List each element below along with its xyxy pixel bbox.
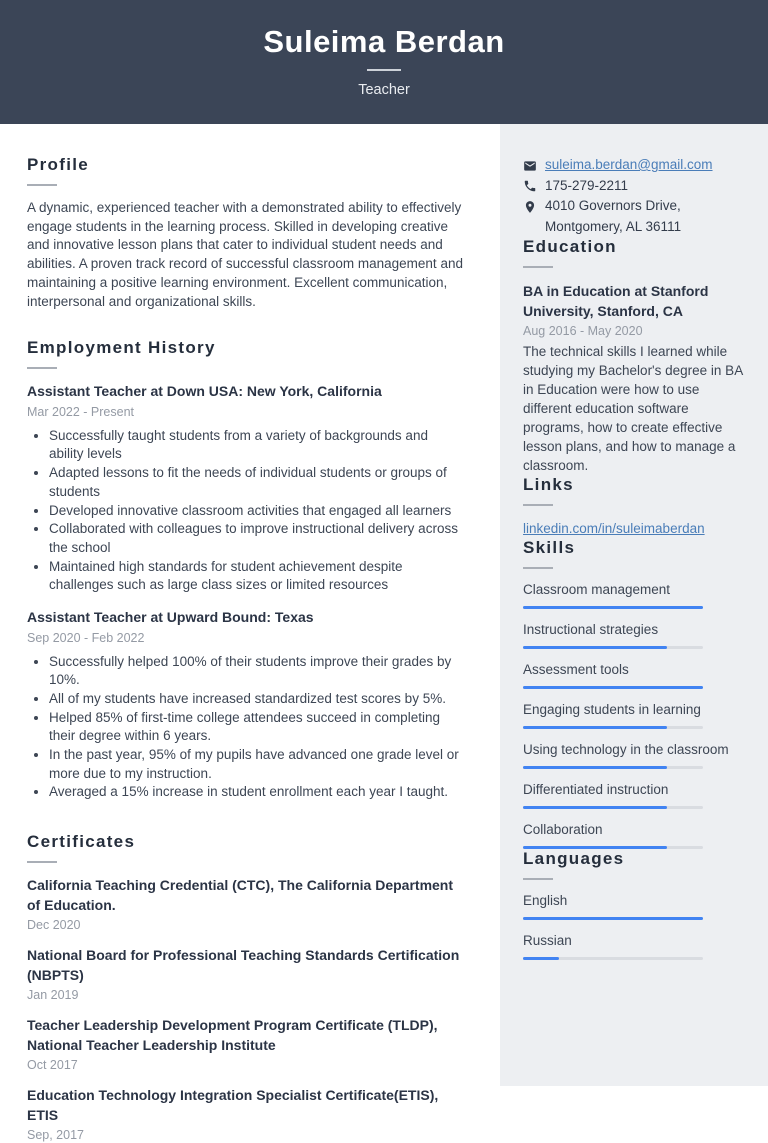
contact-email-row <box>523 155 744 176</box>
skill-bar-fill <box>523 806 667 809</box>
education-section <box>523 237 744 475</box>
skill-bar-fill <box>523 726 667 729</box>
resume-header <box>0 0 768 124</box>
language-bar-fill <box>523 957 559 960</box>
certificate-entry <box>27 1086 464 1143</box>
skill-bar-track <box>523 766 703 769</box>
certificates-section <box>27 832 464 1143</box>
certificate-title: Education Technology Integration Specialist Certificate(ETIS), ETIS <box>27 1087 439 1123</box>
heading-rule <box>27 861 57 863</box>
language-name: English <box>523 893 568 908</box>
skills-section <box>523 538 744 849</box>
profile-text: A dynamic, experienced teacher with a demonstrated ability to effectively engage students in the learning process. Skilled in developing creative and innovative lesson plans that cater to individual student needs and abilities. A proven track record of successful classroom management and maintaining a positive learning environment. Excellent communication, interpersonal and organizational skills. <box>27 200 463 309</box>
profile-heading: Profile <box>27 155 90 174</box>
job-bullet: • Maintained high standards for student achievement despite challenges such as large class sizes or limited resources <box>49 558 464 595</box>
heading-rule <box>523 504 553 506</box>
phone-number: 175-279-2211 <box>545 177 629 193</box>
location-pin-icon <box>523 200 537 214</box>
sidebar <box>500 124 768 1086</box>
languages-heading: Languages <box>523 849 625 868</box>
skill-bar-fill <box>523 646 667 649</box>
skill-name: Using technology in the classroom <box>523 742 729 757</box>
language-item <box>523 892 744 920</box>
contact-phone-row <box>523 176 744 197</box>
job-bullet: • Developed innovative classroom activities that engaged all learners <box>49 502 464 521</box>
linkedin-link[interactable]: linkedin.com/in/suleimaberdan <box>523 521 705 536</box>
skill-name: Engaging students in learning <box>523 702 701 717</box>
envelope-icon <box>523 159 537 173</box>
skill-bar-fill <box>523 766 667 769</box>
job-entry <box>27 608 464 802</box>
email-link[interactable]: suleima.berdan@gmail.com <box>545 157 713 172</box>
heading-rule <box>523 266 553 268</box>
employment-heading: Employment History <box>27 338 216 358</box>
job-title: Assistant Teacher at Down USA: New York, California <box>27 383 382 400</box>
language-bar-track <box>523 917 703 920</box>
skill-bar-track <box>523 806 703 809</box>
skill-bar-fill <box>523 686 703 689</box>
job-dates: Mar 2022 - Present <box>27 404 134 419</box>
language-item <box>523 932 744 960</box>
job-bullet-list <box>27 427 464 595</box>
links-section <box>523 475 744 538</box>
job-bullet: • Averaged a 15% increase in student enrollment each year I taught. <box>49 783 464 802</box>
job-bullet: • Adapted lessons to fit the needs of individual students or groups of students <box>49 464 464 501</box>
job-dates: Sep 2020 - Feb 2022 <box>27 630 145 645</box>
education-dates: Aug 2016 - May 2020 <box>523 324 643 338</box>
skill-name: Collaboration <box>523 822 603 837</box>
language-bar-fill <box>523 917 703 920</box>
job-bullet: • Collaborated with colleagues to improve instructional delivery across the school <box>49 520 464 557</box>
link-item <box>523 520 744 538</box>
skills-heading: Skills <box>523 538 576 557</box>
skill-item <box>523 701 744 729</box>
job-bullet: • Successfully taught students from a variety of backgrounds and ability levels <box>49 427 464 464</box>
skill-bar-fill <box>523 606 703 609</box>
links-heading: Links <box>523 475 574 494</box>
education-description: The technical skills I learned while studying my Bachelor's degree in BA in Education were how to use different education software programs, how to create effective lesson plans, and how to manage a classroom. <box>523 344 743 473</box>
contact-address-row-2 <box>523 217 744 238</box>
certificate-title: National Board for Professional Teaching Standards Certification (NBPTS) <box>27 947 460 983</box>
skill-item <box>523 581 744 609</box>
skill-item <box>523 621 744 649</box>
certificate-entry <box>27 1016 464 1073</box>
header-divider <box>367 69 401 71</box>
contact-block <box>523 155 744 237</box>
certificate-date: Oct 2017 <box>27 1058 78 1073</box>
skill-item <box>523 741 744 769</box>
job-entry <box>27 382 464 595</box>
resume-body <box>0 124 768 1143</box>
certificates-heading: Certificates <box>27 832 136 852</box>
skill-name: Classroom management <box>523 582 671 597</box>
certificate-date: Dec 2020 <box>27 918 81 933</box>
job-bullet: • Helped 85% of first-time college attendees succeed in completing their degree within 6 years. <box>49 709 464 746</box>
skill-name: Instructional strategies <box>523 622 659 637</box>
languages-section <box>523 849 744 960</box>
contact-address-row <box>523 196 744 217</box>
certificate-entry <box>27 876 464 933</box>
job-bullet: • In the past year, 95% of my pupils have advanced one grade level or more due to my instruction. <box>49 746 464 783</box>
education-degree: BA in Education at Stanford University, Stanford, CA <box>523 283 709 319</box>
job-bullet: • Successfully helped 100% of their students improve their grades by 10%. <box>49 653 464 690</box>
heading-rule <box>523 567 553 569</box>
person-name: Suleima Berdan <box>263 24 505 59</box>
certificate-title: California Teaching Credential (CTC), The California Department of Education. <box>27 877 454 913</box>
address-line-1: 4010 Governors Drive, <box>545 198 681 213</box>
skill-name: Assessment tools <box>523 662 629 677</box>
education-heading: Education <box>523 237 617 256</box>
certificate-date: Jan 2019 <box>27 988 79 1003</box>
main-column <box>0 124 500 1143</box>
certificate-date: Sep, 2017 <box>27 1128 84 1143</box>
job-bullet-list <box>27 653 464 803</box>
person-job-title: Teacher <box>358 82 410 98</box>
skill-item <box>523 821 744 849</box>
skill-name: Differentiated instruction <box>523 782 669 797</box>
address-line-2: Montgomery, AL 36111 <box>545 218 682 234</box>
phone-icon <box>523 179 537 193</box>
heading-rule <box>27 367 57 369</box>
skill-bar-track <box>523 606 703 609</box>
certificate-entry <box>27 946 464 1003</box>
skill-item <box>523 661 744 689</box>
skill-item <box>523 781 744 809</box>
heading-rule <box>27 184 57 186</box>
language-name: Russian <box>523 933 572 948</box>
language-bar-track <box>523 957 703 960</box>
certificate-title: Teacher Leadership Development Program Certificate (TLDP), National Teacher Leadership Institute <box>27 1017 438 1053</box>
job-title: Assistant Teacher at Upward Bound: Texas <box>27 609 314 626</box>
profile-section <box>27 155 464 311</box>
skill-bar-track <box>523 646 703 649</box>
skill-bar-track <box>523 726 703 729</box>
employment-section <box>27 338 464 802</box>
skill-bar-track <box>523 686 703 689</box>
job-bullet: • All of my students have increased standardized test scores by 5%. <box>49 690 464 709</box>
heading-rule <box>523 878 553 880</box>
